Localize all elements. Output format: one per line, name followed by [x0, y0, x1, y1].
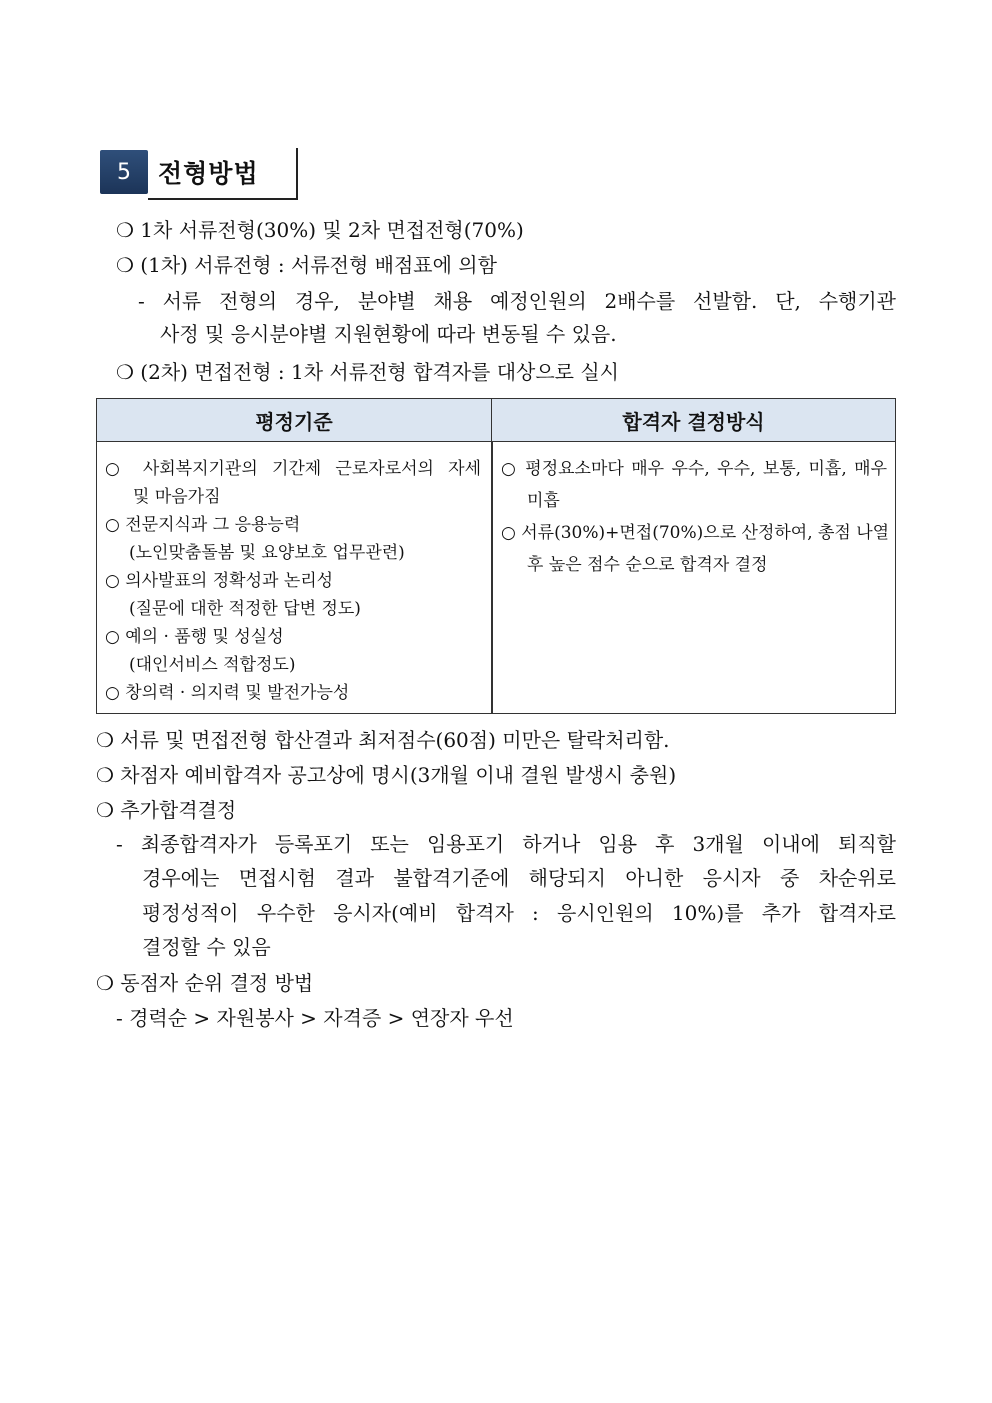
method-line-9: ❍ 동점자 순위 결정 방법 — [96, 971, 314, 995]
decision-item: 미흡 — [527, 491, 560, 511]
method-line-2: ❍ (1차) 서류전형 : 서류전형 배점표에 의함 — [116, 253, 497, 277]
table-divider — [491, 441, 493, 713]
method-line-3b: 사정 및 응시분야별 지원현황에 따라 변동될 수 있음. — [160, 322, 617, 346]
decision-item: 후 높은 점수 순으로 합격자 결정 — [527, 555, 768, 575]
criteria-item: 및 마음가짐 — [133, 487, 221, 507]
method-line-8a: - 최종합격자가 등록포기 또는 임용포기 하거나 임용 후 3개월 이내에 퇴직할 — [116, 832, 896, 856]
criteria-item: ○ 전문지식과 그 응용능력 — [105, 515, 301, 535]
method-line-6: ❍ 차점자 예비합격자 공고상에 명시(3개월 이내 결원 발생시 충원) — [96, 763, 677, 787]
criteria-item: ○ 사회복지기관의 기간제 근로자로서의 자세 — [105, 459, 481, 479]
criteria-item: (대인서비스 적합정도) — [129, 655, 296, 675]
header-border-right — [296, 148, 298, 200]
method-line-10: - 경력순 > 자원봉사 > 자격증 > 연장자 우선 — [116, 1006, 514, 1030]
criteria-item: ○ 의사발표의 정확성과 논리성 — [105, 571, 334, 591]
evaluation-table — [96, 398, 896, 714]
table-header-criteria: 평정기준 — [97, 399, 492, 442]
method-line-8c: 평정성적이 우수한 응시자(예비 합격자 : 응시인원의 10%)를 추가 합격자로 — [142, 901, 896, 925]
method-line-5: ❍ 서류 및 면접전형 합산결과 최저점수(60점) 미만은 탈락처리함. — [96, 728, 670, 752]
criteria-item: ○ 예의 · 품행 및 성실성 — [105, 627, 284, 647]
decision-item: ○ 서류(30%)+면접(70%)으로 산정하여, 총점 나열 — [501, 523, 890, 543]
table-header-decision: 합격자 결정방식 — [492, 399, 895, 442]
criteria-item: (질문에 대한 적정한 답변 정도) — [129, 599, 361, 619]
header-border-bottom — [148, 198, 298, 200]
method-line-4: ❍ (2차) 면접전형 : 1차 서류전형 합격자를 대상으로 실시 — [116, 360, 619, 384]
method-line-8b: 경우에는 면접시험 결과 불합격기준에 해당되지 아니한 응시자 중 차순위로 — [142, 866, 896, 890]
method-line-1: ❍ 1차 서류전형(30%) 및 2차 면접전형(70%) — [116, 218, 524, 242]
criteria-item: ○ 창의력 · 의지력 및 발전가능성 — [105, 683, 350, 703]
section-number: 5 — [100, 150, 148, 194]
method-line-3a: - 서류 전형의 경우, 분야별 채용 예정인원의 2배수를 선발함. 단, 수행기관 — [138, 289, 896, 313]
method-line-8d: 결정할 수 있음 — [142, 935, 271, 959]
decision-item: ○ 평정요소마다 매우 우수, 우수, 보통, 미흡, 매우 — [501, 459, 887, 479]
section-title: 전형방법 — [158, 159, 259, 188]
criteria-item: (노인맞춤돌봄 및 요양보호 업무관련) — [129, 543, 405, 563]
method-line-7: ❍ 추가합격결정 — [96, 798, 237, 822]
section-header — [100, 148, 298, 200]
